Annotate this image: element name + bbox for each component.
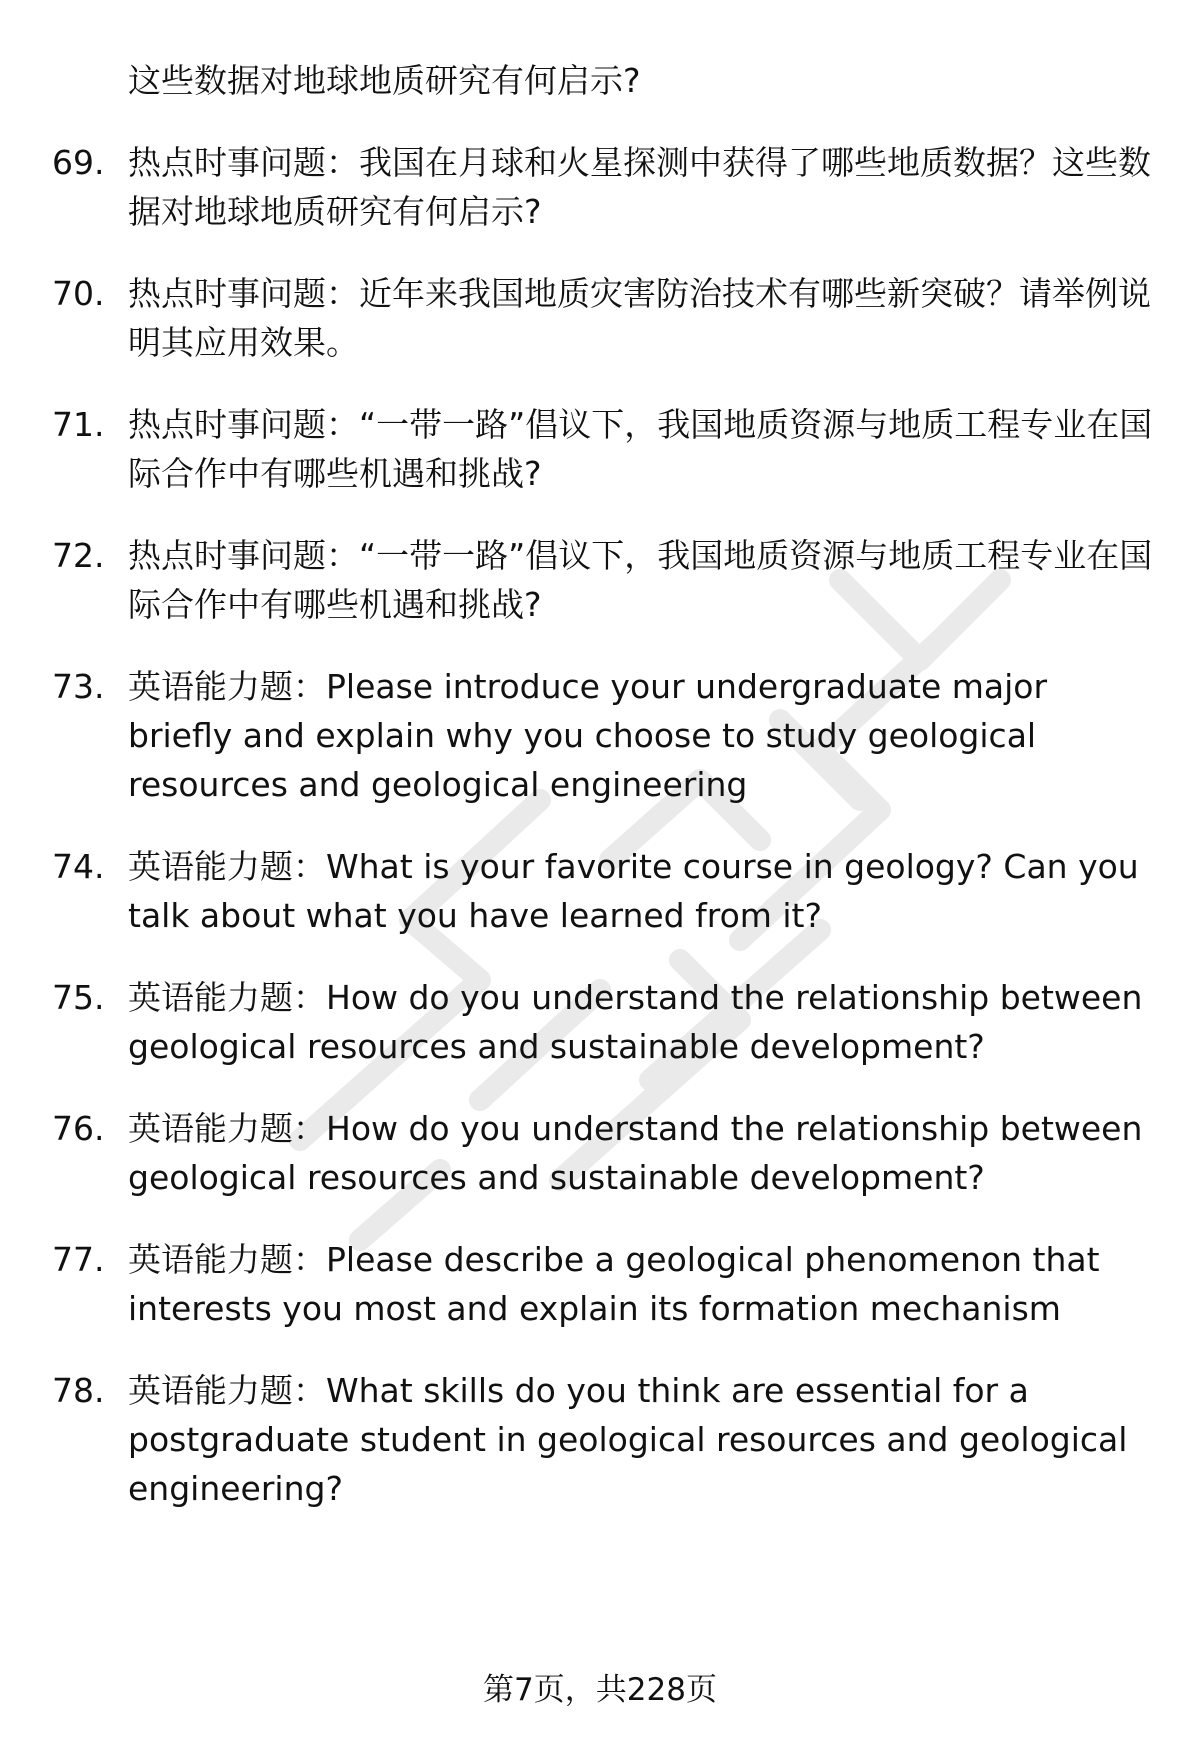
- question-number: 69.: [52, 143, 105, 182]
- list-item: [0, 662, 1200, 809]
- question-text: 热点时事问题：“一带一路”倡议下，我国地质资源与地质工程专业在国际合作中有哪些机遇和挑战?: [128, 405, 1153, 493]
- question-number: 75.: [52, 978, 105, 1017]
- list-item: [0, 138, 1200, 236]
- list-item: [0, 269, 1200, 367]
- question-text: 英语能力题：What skills do you think are essential for a postgraduate student in geological resources and geological engineering?: [128, 1371, 1128, 1508]
- question-text: 英语能力题：Please introduce your undergraduate major briefly and explain why you choose to study geological resources and geological engineering: [128, 667, 1048, 804]
- list-item: [0, 973, 1200, 1071]
- page-indicator: 第7页，共228页: [483, 1672, 717, 1708]
- question-number: 76.: [52, 1109, 105, 1148]
- page-footer: [0, 1668, 1200, 1712]
- list-item: [0, 1235, 1200, 1333]
- question-number: 78.: [52, 1371, 105, 1410]
- question-text: 英语能力题：Please describe a geological phenomenon that interests you most and explain its formation mechanism: [128, 1240, 1100, 1328]
- question-number: 73.: [52, 667, 105, 706]
- question-number: 74.: [52, 847, 105, 886]
- list-item: [0, 842, 1200, 940]
- question-text: 热点时事问题：近年来我国地质灾害防治技术有哪些新突破？请举例说明其应用效果。: [128, 274, 1151, 362]
- list-item: [0, 1104, 1200, 1202]
- question-number: 77.: [52, 1240, 105, 1279]
- question-list-section: [0, 56, 1200, 1546]
- question-text: 热点时事问题：“一带一路”倡议下，我国地质资源与地质工程专业在国际合作中有哪些机遇和挑战?: [128, 536, 1153, 624]
- question-text: 英语能力题：What is your favorite course in geology? Can you talk about what you have learned from it?: [128, 847, 1139, 935]
- question-number: 72.: [52, 536, 105, 575]
- question-number: 71.: [52, 405, 105, 444]
- question-text: 英语能力题：How do you understand the relationship between geological resources and sustainable development?: [128, 1109, 1143, 1197]
- question-number: 70.: [52, 274, 105, 313]
- list-item: [0, 400, 1200, 498]
- question-list: [0, 138, 1200, 1513]
- list-item: [0, 531, 1200, 629]
- list-item: [0, 1366, 1200, 1513]
- continuation-text: 这些数据对地球地质研究有何启示?: [128, 61, 641, 100]
- question-text: 热点时事问题：我国在月球和火星探测中获得了哪些地质数据？这些数据对地球地质研究有何启示?: [128, 143, 1151, 231]
- question-text: 英语能力题：How do you understand the relationship between geological resources and sustainable development?: [128, 978, 1143, 1066]
